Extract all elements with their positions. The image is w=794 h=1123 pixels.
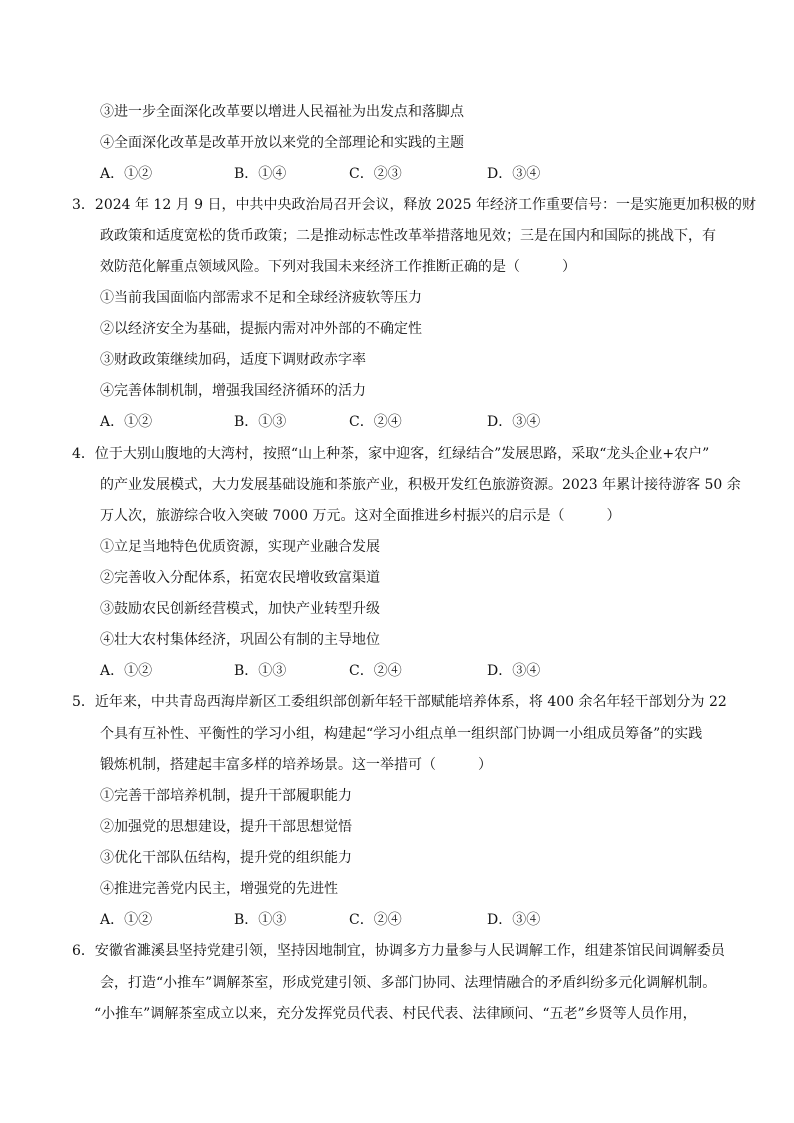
answer-options (100, 910, 700, 930)
option-a: A．①② (100, 663, 153, 679)
item-line: ③进一步全面深化改革要以增进人民福祉为出发点和落脚点 (100, 104, 464, 120)
option-b: B．①③ (234, 912, 287, 928)
item-line: ①当前我国面临内部需求不足和全球经济疲软等压力 (100, 290, 422, 306)
answer-options (100, 412, 700, 432)
question-stem: 的产业发展模式，大力发展基础设施和茶旅产业，积极开发红色旅游资源。2023 年累计接待游客 50 余 (100, 477, 741, 493)
item-line: ④完善体制机制，增强我国经济循环的活力 (100, 383, 366, 399)
question-stem: 6．安徽省濉溪县坚持党建引领，坚持因地制宜，协调多方力量参与人民调解工作，组建茶馆民间调解委员 (72, 943, 725, 959)
item-line: ②以经济安全为基础，提振内需对冲外部的不确定性 (100, 321, 422, 337)
question-stem: 万人次，旅游综合收入突破 7000 万元。这对全面推进乡村振兴的启示是（ ） (100, 508, 621, 524)
item-line: ③优化干部队伍结构，提升党的组织能力 (100, 850, 352, 866)
question-stem: 5．近年来，中共青岛西海岸新区工委组织部创新年轻干部赋能培养体系，将 400 余名年轻干部划分为 22 (72, 694, 727, 710)
item-line: ③财政政策继续加码，适度下调财政赤字率 (100, 352, 366, 368)
item-line: ①完善干部培养机制，提升干部履职能力 (100, 788, 352, 804)
option-a: A．①② (100, 414, 153, 430)
option-d: D．③④ (487, 663, 541, 679)
question-stem: 会，打造“小推车”调解茶室，形成党建引领、多部门协同、法理情融合的矛盾纠纷多元化调解机制。 (100, 975, 717, 991)
item-line: ②完善收入分配体系，拓宽农民增收致富渠道 (100, 570, 380, 586)
option-b: B．①④ (234, 166, 287, 182)
question-stem: 4．位于大别山腹地的大湾村，按照“山上种茶，家中迎客，红绿结合”发展思路，采取“龙头企业+农户” (72, 446, 710, 462)
item-line: ②加强党的思想建设，提升干部思想觉悟 (100, 819, 352, 835)
option-a: A．①② (100, 166, 153, 182)
option-d: D．③④ (487, 414, 541, 430)
question-stem: “小推车”调解茶室成立以来，充分发挥党员代表、村民代表、法律顾问、“五老”乡贤等人员作用， (94, 1006, 697, 1022)
item-line: ①立足当地特色优质资源，实现产业融合发展 (100, 539, 380, 555)
item-line: ③鼓励农民创新经营模式，加快产业转型升级 (100, 601, 380, 617)
option-b: B．①③ (234, 414, 287, 430)
option-d: D．③④ (487, 912, 541, 928)
item-line: ④壮大农村集体经济，巩固公有制的主导地位 (100, 632, 380, 648)
option-c: C．②④ (349, 663, 402, 679)
option-b: B．①③ (234, 663, 287, 679)
question-stem: 锻炼机制，搭建起丰富多样的培养场景。这一举措可（ ） (100, 757, 492, 773)
option-c: C．②④ (349, 414, 402, 430)
question-stem: 3．2024 年 12 月 9 日，中共中央政治局召开会议，释放 2025 年经济工作重要信号：一是实施更加积极的财 (72, 197, 757, 213)
item-line: ④推进完善党内民主，增强党的先进性 (100, 881, 338, 897)
question-stem: 政政策和适度宽松的货币政策；二是推动标志性改革举措落地见效；三是在国内和国际的挑战下，有 (100, 228, 716, 244)
option-c: C．②④ (349, 912, 402, 928)
option-d: D．③④ (487, 166, 541, 182)
question-stem: 效防范化解重点领域风险。下列对我国未来经济工作推断正确的是（ ） (100, 259, 576, 275)
option-a: A．①② (100, 912, 153, 928)
option-c: C．②③ (349, 166, 402, 182)
answer-options (100, 661, 700, 681)
answer-options (100, 164, 700, 184)
item-line: ④全面深化改革是改革开放以来党的全部理论和实践的主题 (100, 135, 464, 151)
question-stem: 个具有互补性、平衡性的学习小组，构建起“学习小组点单一组织部门协调一小组成员筹备”的实践 (100, 726, 703, 742)
